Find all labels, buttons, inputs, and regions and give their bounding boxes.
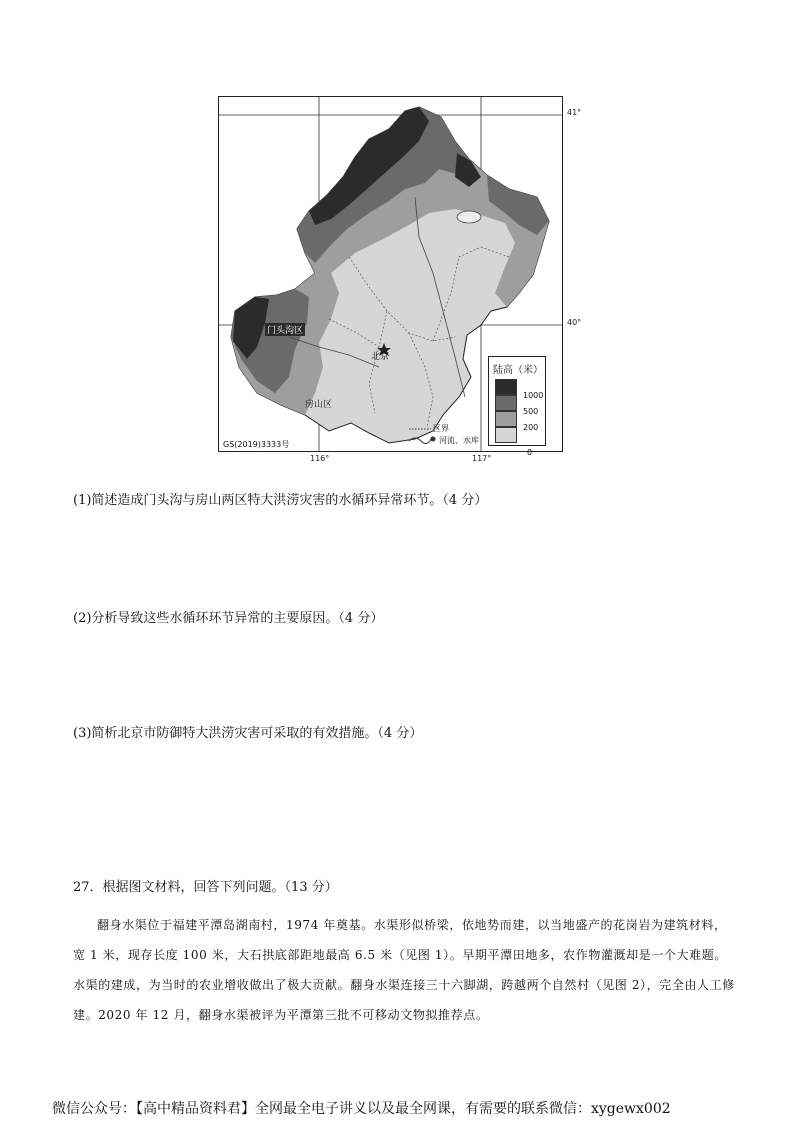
lon-116-label: 116° — [310, 454, 330, 463]
legend-value-200: 200 — [523, 423, 539, 432]
legend-swatch-500-1000 — [495, 395, 517, 411]
question-27-title: 27．根据图文材料，回答下列问题。（13 分） — [73, 880, 338, 895]
mentougou-label: 门头沟区 — [265, 323, 305, 336]
gs-label: GS(2019)3333号 — [223, 440, 290, 449]
legend-swatch-below-200 — [495, 427, 517, 443]
beijing-label: 北京 — [371, 352, 390, 362]
reservoir — [457, 211, 481, 223]
legend-title: 陆高（米） — [493, 365, 543, 376]
legend-swatch-200-500 — [495, 411, 517, 427]
question-1: (1)简述造成门头沟与房山两区特大洪涝灾害的水循环异常环节。（4 分） — [73, 493, 488, 508]
question-2: (2)分析导致这些水循环环节异常的主要原因。（4 分） — [73, 611, 384, 626]
legend-value-500: 500 — [523, 407, 539, 416]
question-27-paragraph: 翻身水渠位于福建平潭岛湖南村，1974 年奠基。水渠形似桥梁，依地势而建，以当地盛产的花岗岩为建筑材料，宽 1 米，现存长度 100 米，大石拱底部距地最高 6.5 米（见图 1）。早期平潭田地多，农作物灌溉却是一个大难题。水渠的建成，为当时的农业增收做出了极大贡献。翻身水渠连接三十六脚湖，跨越两个自然村（见图 2），完全由人工修建。2020 年 12 月，翻身水渠被评为平潭第三批不可移动文物拟推荐点。 — [73, 918, 735, 1022]
legend-value-0: 0 — [527, 448, 533, 457]
footer-watermark: 微信公众号：【高中精品资料君】全网最全电子讲义以及最全网课，有需要的联系微信：xygewx002 — [52, 1101, 671, 1117]
lon-117-label: 117° — [472, 454, 492, 463]
elevation-legend — [488, 356, 546, 446]
river-legend-line — [409, 438, 431, 444]
boundary-legend-label: 区界 — [433, 424, 449, 433]
lat-40-label: 40° — [567, 318, 582, 327]
reservoir-legend-dot — [431, 437, 436, 442]
legend-swatch-above-1000 — [495, 379, 517, 395]
legend-value-1000: 1000 — [523, 391, 544, 400]
lat-41-label: 41° — [567, 108, 582, 117]
question-3: (3)简析北京市防御特大洪涝灾害可采取的有效措施。（4 分） — [73, 726, 423, 741]
river-legend-label: 河流、水库 — [439, 436, 479, 445]
fangshan-label: 房山区 — [305, 400, 333, 410]
